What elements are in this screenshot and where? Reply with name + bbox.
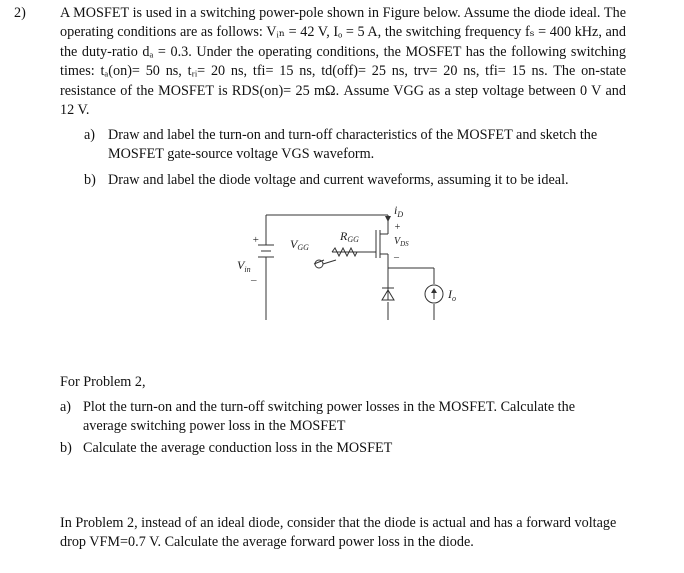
diode: [382, 284, 394, 300]
current-arrow-io: [431, 288, 437, 293]
part-b-label: b): [84, 172, 96, 188]
question-a: [60, 398, 620, 436]
part-b-text: Draw and label the diode voltage and current waveforms, assuming it to be ideal.: [108, 172, 569, 188]
id-label: $i_D$: [394, 203, 404, 219]
vin-plus: +: [252, 234, 260, 246]
vgg-label: VGG: [290, 237, 309, 252]
io-label: $I_o$: [448, 287, 456, 303]
vin-label: $V_{in}$: [237, 258, 251, 274]
question-b-text: Calculate the average conduction loss in the MOSFET: [83, 440, 393, 456]
power-pole-circuit-diagram: [224, 200, 474, 320]
rgg-label: RGG: [340, 229, 359, 244]
for-problem-heading: For Problem 2,: [60, 374, 146, 390]
problem-statement: A MOSFET is used in a switching power-pole shown in Figure below. Assume the diode ideal. The operating conditions are as follows: Vᵢₙ = 42 V, Iₒ = 5 A, the switching frequency fₛ = 400 kHz, and the duty-ratio dₐ = 0.3. Under the operating conditions, the MOSFET has the following switching times: tₐ(on)= 50 ns, tᵣᵢ= 20 ns, tfi= 15 ns, td(off)= 25 ns, trv= 20 ns, tfi= 15 ns. The on-state resistance of the MOSFET is RDS(on)= 25 mΩ. Assume VGG as a step voltage between 0 V and 12 V.: [60, 5, 626, 119]
final-problem: In Problem 2, instead of an ideal diode, consider that the diode is actual and has a forward voltage drop VFM=0.7 V. Calculate the average forward power loss in the diode.: [60, 515, 617, 550]
vin-minus: –: [251, 274, 257, 286]
question-a-text: Plot the turn-on and the turn-off switching power losses in the MOSFET. Calculate the average switching power loss in the MOSFET: [83, 399, 576, 434]
question-b: [60, 439, 620, 458]
part-a-text: Draw and label the turn-on and turn-off characteristics of the MOSFET and sketch the MOSFET gate-source voltage VGS waveform.: [108, 127, 598, 163]
vds-minus: –: [394, 252, 399, 263]
current-arrow-id: [385, 216, 391, 222]
part-b: [84, 171, 624, 190]
problem-2: [14, 4, 654, 120]
question-a-label: a): [60, 399, 72, 415]
problem-number: 2): [14, 5, 26, 21]
vds-plus: +: [394, 222, 401, 233]
question-b-label: b): [60, 440, 72, 456]
part-a: [84, 126, 624, 165]
part-a-label: a): [84, 127, 96, 143]
vds-label: $V_{DS}$: [394, 236, 409, 248]
